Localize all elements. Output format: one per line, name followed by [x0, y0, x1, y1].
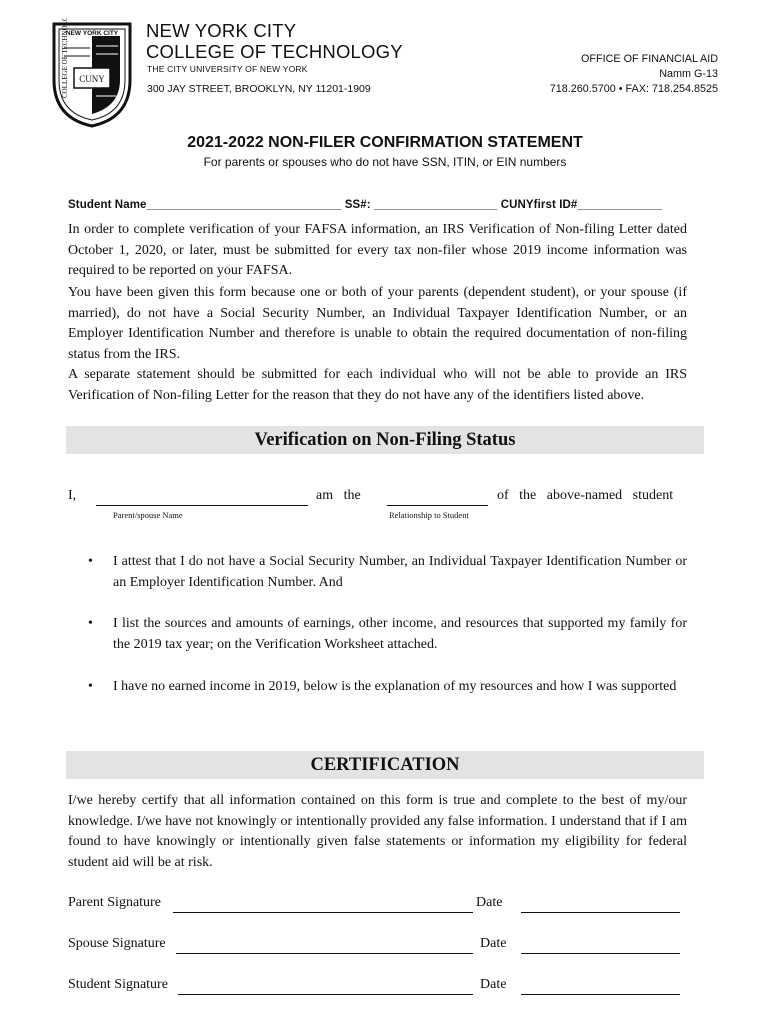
spouse-signature-row: [68, 936, 166, 952]
student-signature-label: Student Signature: [68, 977, 168, 992]
university-name: THE CITY UNIVERSITY OF NEW YORK: [147, 64, 308, 74]
attestation-text: I attest that I do not have a Social Security Number, an Individual Taxpayer Identification Number or an Employer Identification Number. And: [113, 554, 687, 590]
certification-statement: I/we hereby certify that all information contained on this form is true and complete to the best of my/our knowledge. I/we have not knowingly or intentionally provided any false information. I understand that if I am found to have knowingly or intentionally given false statements or information my eligibility for federal student aid will be at risk.: [68, 793, 687, 870]
spouse-signature-label: Spouse Signature: [68, 936, 166, 951]
am-the-text: am the: [316, 488, 361, 503]
college-seal-logo: [50, 18, 134, 130]
attestation-text: I list the sources and amounts of earnings, other income, and resources that supported my family for the 2019 tax year; on the Verification Worksheet attached.: [113, 616, 687, 652]
seal-center-text: CUNY: [79, 74, 105, 84]
student-name-field[interactable]: ______________________________: [146, 199, 342, 211]
institution-line-1: NEW YORK CITY: [146, 20, 297, 41]
i-label: I,: [68, 488, 77, 503]
parent-signature-row: [68, 895, 161, 911]
attestation-text: I have no earned income in 2019, below is the explanation of my resources and how I was supported: [113, 679, 677, 694]
parent-spouse-name-field[interactable]: [96, 505, 308, 506]
cunyfirst-id-label: CUNYfirst ID#: [500, 199, 578, 211]
intro-paragraph-1: In order to complete verification of your FAFSA information, an IRS Verification of Non-filing Letter dated October 1, 2020, or later, must be submitted for every tax non-filer whose 2019 income information was required to be reported on your FAFSA.: [68, 222, 687, 278]
parent-date-field[interactable]: [521, 912, 680, 913]
parent-signature-label: Parent Signature: [68, 895, 161, 910]
institution-address: 300 JAY STREET, BROOKLYN, NY 11201-1909: [147, 83, 371, 95]
cunyfirst-id-field[interactable]: _____________: [577, 199, 662, 211]
student-info-line: [68, 199, 662, 211]
spouse-date-label: Date: [480, 936, 507, 951]
office-name: OFFICE OF FINANCIAL AID: [581, 53, 718, 65]
office-room: Namm G-13: [659, 68, 718, 80]
student-date-label: Date: [480, 977, 507, 992]
institution-line-2: COLLEGE OF TECHNOLOGY: [146, 41, 403, 62]
institution-name: [146, 20, 403, 62]
ss-label: SS#:: [344, 199, 371, 211]
document-title: 2021-2022 NON-FILER CONFIRMATION STATEMENT: [187, 134, 583, 151]
spouse-date-field[interactable]: [521, 953, 680, 954]
bullet-icon: •: [88, 554, 93, 569]
parent-signature-field[interactable]: [173, 912, 473, 913]
parent-date-label: Date: [476, 895, 503, 910]
document-subtitle: For parents or spouses who do not have SSN, ITIN, or EIN numbers: [203, 155, 567, 169]
bullet-icon: •: [88, 616, 93, 631]
bullet-icon: •: [88, 679, 93, 694]
office-phone: 718.260.5700 • FAX: 718.254.8525: [549, 83, 718, 95]
intro-paragraph-3: A separate statement should be submitted for each individual who will not be able to provide an IRS Verification of Non-filing Letter for the reason that they do not have any of the identifiers listed above.: [68, 367, 687, 403]
parent-spouse-name-caption: Parent/spouse Name: [113, 510, 183, 520]
ss-field[interactable]: ___________________: [373, 199, 498, 211]
student-signature-field[interactable]: [178, 994, 473, 995]
spouse-signature-field[interactable]: [176, 953, 473, 954]
seal-top-text: NEW YORK CITY: [65, 30, 119, 37]
student-name-label: Student Name: [68, 199, 147, 211]
office-contact-block: [550, 52, 718, 97]
certification-heading: CERTIFICATION: [66, 751, 704, 779]
intro-paragraph-2: You have been given this form because one or both of your parents (dependent student), or your spouse (if married), do not have a Social Security Number, an Individual Taxpayer Identification Number, or an Employer Identification Number and therefore is unable to obtain the required documentation of non-filing status from the IRS.: [68, 285, 687, 362]
relationship-field[interactable]: [387, 505, 488, 506]
seal-side-text: COLLEGE OF TECHNOLOGY: [61, 18, 69, 98]
student-date-field[interactable]: [521, 994, 680, 995]
above-named-text: of the above-named student: [497, 488, 674, 503]
relationship-caption: Relationship to Student: [389, 510, 469, 520]
student-signature-row: [68, 977, 168, 993]
verification-heading: Verification on Non-Filing Status: [66, 426, 704, 454]
